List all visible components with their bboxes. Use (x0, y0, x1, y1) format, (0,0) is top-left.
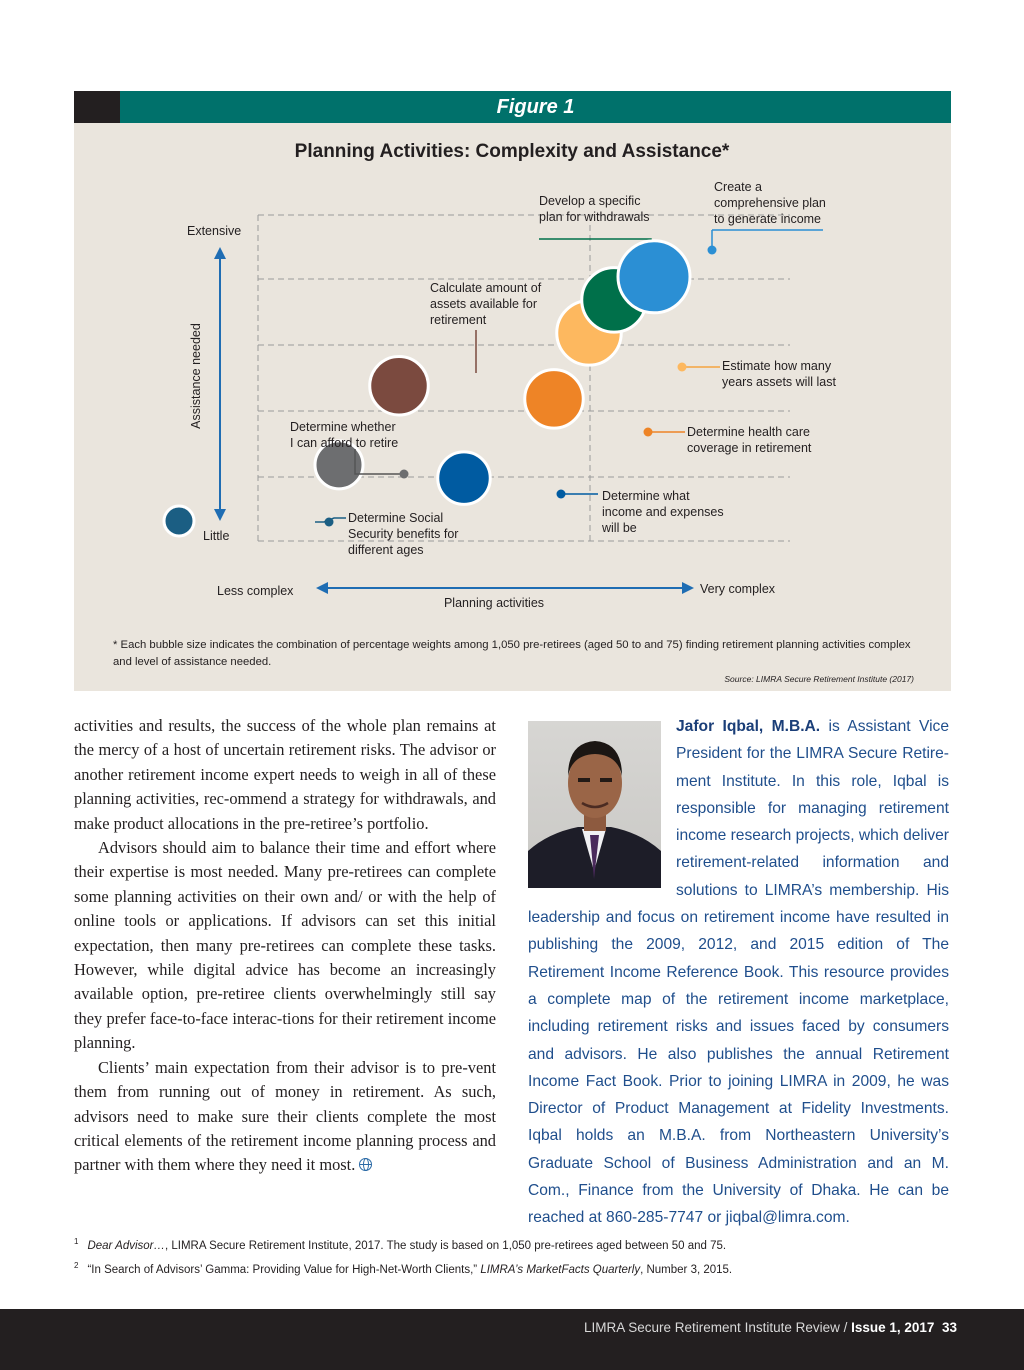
figure-source: Source: LIMRA Secure Retirement Institute (2017) (724, 674, 914, 684)
bubble-label: Determine health care (687, 425, 810, 439)
page-number: 33 (941, 1320, 957, 1335)
connector-dot (708, 246, 717, 255)
globe-icon (359, 1158, 372, 1171)
bubble-label: Determine what (602, 489, 690, 503)
x-axis-right-label: Very complex (700, 582, 776, 596)
bubble-label: Create a (714, 180, 762, 194)
author-bio (528, 713, 949, 1232)
connector-dot (678, 363, 687, 372)
footnote-1 (74, 1237, 726, 1252)
connector-dot (325, 518, 334, 527)
bubble (618, 241, 690, 313)
bubble-label: will be (602, 521, 637, 535)
footnote-lead: “In Search of Advisors’ Gamma: Providing Value for High-Net-Worth Clients,” (87, 1263, 481, 1276)
footer-issue: Issue 1, 2017 (851, 1320, 935, 1335)
footer-text (584, 1320, 957, 1335)
bio-photo-spacer (528, 713, 676, 888)
footnote-text: , LIMRA Secure Retirement Institute, 2017. The study is based on 1,050 pre-retirees aged between 50 and 75. (165, 1239, 727, 1252)
x-axis-arrow (316, 582, 694, 594)
bubble-label: income and expenses (602, 505, 724, 519)
chart-title: Planning Activities: Complexity and Assistance* (294, 141, 730, 162)
body-paragraph-3-wrap (74, 1056, 496, 1178)
y-axis-arrow (214, 247, 226, 521)
body-paragraph-1: activities and results, the success of the whole plan remains at the mercy of a host of uncertain retirement risks. The advisor or another retirement income expert needs to weigh in all of these planning activities, rec-ommend a strategy for withdrawals, and make product allocations in the pre-retiree’s portfolio. (74, 716, 496, 833)
bubble-label: to generate income (714, 212, 822, 226)
x-axis-left-label: Less complex (217, 584, 294, 598)
footnote-source-title: LIMRA’s MarketFacts Quarterly (480, 1263, 641, 1276)
y-axis-top-label: Extensive (187, 224, 242, 238)
author-bio-text: is Assistant Vice President for the LIMRA Secure Retire-ment Institute. In this role, Iqbal is responsible for managing retirement income research projects, which deliver retirement-related information and solutions to LIMRA’s membership. His leadership and focus on retirement income have resulted in publishing the 2009, 2012, and 2015 edition of The Retirement Income Reference Book. This resource provides a complete map of the retirement income marketplace, including retirement risks and issues faced by consumers and advisors. He also publishes the annual Retirement Income Fact Book. Prior to joining LIMRA in 2009, he was Director of Product Management at Fidelity Investments. Iqbal holds an M.B.A. from Northeastern University’s Graduate School of Business Administration and an M. Com., Finance from the University of Dhaka. He can be reached at 860-285-7747 or jiqbal@limra.com. (528, 718, 950, 1227)
chart-grid (258, 215, 790, 541)
bubbles-group (164, 180, 836, 557)
page-footer (0, 1309, 1024, 1370)
footnote-number: 1 (74, 1237, 79, 1246)
bubble-label: Determine whether (290, 420, 396, 434)
body-paragraph-2: Advisors should aim to balance their time and effort where their expertise is most needed. Many pre-retirees can complete some planning activities on their own and/ or with the help of online tools or applications. If advisors can set this initial expectation, then many pre-retirees can complete these tasks. However, while digital advice has become an increasingly available option, pre-retiree clients overwhelmingly still say they prefer face-to-face interac-tions for their retirement income planning. (74, 838, 496, 1053)
bubble-label: Calculate amount of (430, 281, 542, 295)
connector-dot (400, 470, 409, 479)
footnote-number: 2 (74, 1261, 79, 1270)
bubble-label: different ages (348, 543, 424, 557)
footnote-2 (74, 1261, 732, 1276)
bubble (370, 356, 429, 415)
body-paragraph-3: Clients’ main expectation from their advisor is to pre-vent them from running out of money in retirement. As such, advisors need to make sure their clients complete the most critical elements of the retirement income planning process and partner with them where they need it most. (74, 1057, 496, 1175)
connector-dot (557, 490, 566, 499)
bubble-label: years assets will last (722, 375, 836, 389)
figure-1 (74, 91, 951, 691)
footnote-source-title: Dear Advisor… (87, 1239, 165, 1252)
bubble-label: Develop a specific (539, 194, 641, 208)
bubble (438, 452, 491, 505)
bubble-label: Estimate how many (722, 359, 832, 373)
bubble (525, 370, 584, 429)
bubble-label: coverage in retirement (687, 441, 812, 455)
footnote-text: , Number 3, 2015. (640, 1263, 733, 1276)
bubble-label: assets available for (430, 297, 538, 311)
bubble-label: Determine Social (348, 511, 444, 525)
y-axis-bottom-label: Little (203, 529, 230, 543)
y-axis-title: Assistance needed (189, 323, 203, 429)
bubble-label: Security benefits for (348, 527, 459, 541)
x-axis-title: Planning activities (443, 596, 545, 610)
body-text-column (74, 714, 496, 1178)
author-name: Jafor Iqbal, M.B.A. (676, 718, 821, 735)
bubble-label: I can afford to retire (290, 436, 399, 450)
figure-label: Figure 1 (496, 96, 575, 118)
bubble-label: plan for withdrawals (539, 210, 650, 224)
bubble (164, 506, 194, 536)
bubble-chart (74, 91, 951, 691)
figure-footnote-line-1: * Each bubble size indicates the combination of percentage weights among 1,050 pre-retirees (aged 50 to and 75) finding retirement planning activities complex (113, 639, 911, 651)
bubble-label: retirement (430, 313, 487, 327)
footer-publication: LIMRA Secure Retirement Institute Review / (584, 1320, 848, 1335)
figure-footnote-line-2: and level of assistance needed. (113, 656, 272, 668)
bubble-label: comprehensive plan (714, 196, 826, 210)
connector-dot (644, 428, 653, 437)
